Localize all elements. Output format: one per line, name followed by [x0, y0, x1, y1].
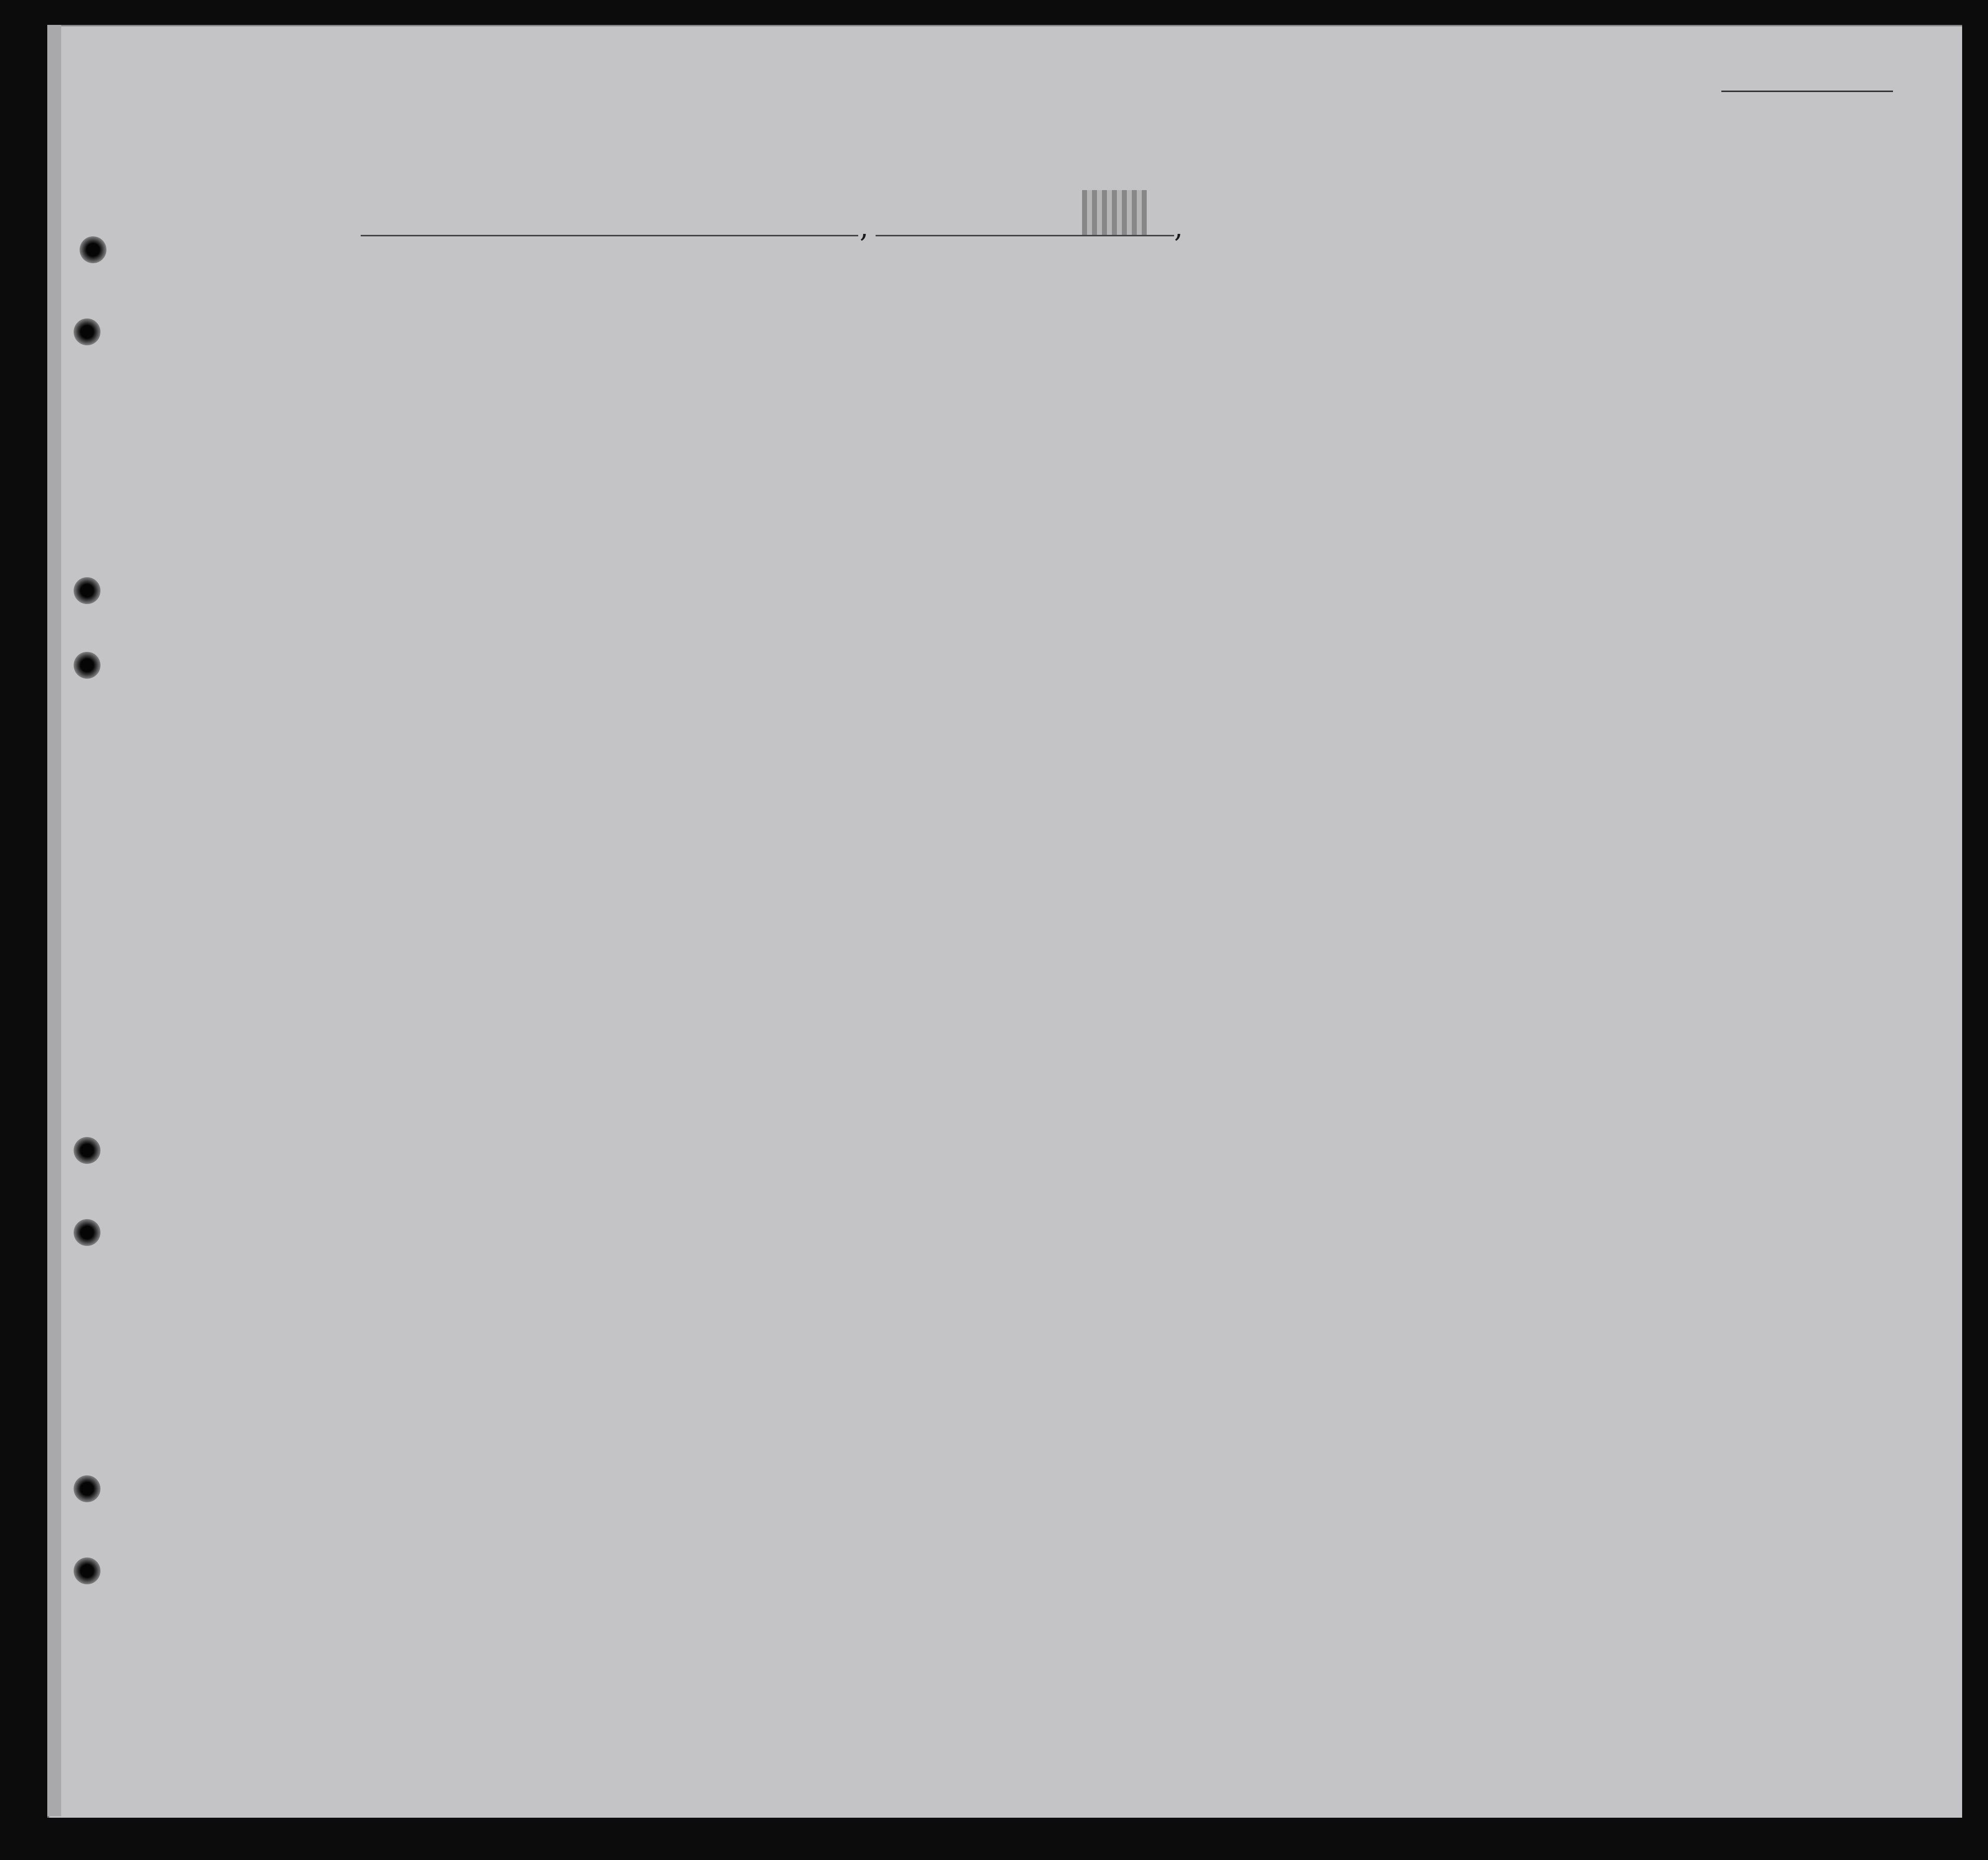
comma-separator: , [1174, 211, 1183, 244]
binder-hole-icon [80, 236, 106, 263]
binder-hole-icon [74, 577, 100, 604]
binder-hole-icon [74, 1475, 100, 1502]
comma-separator: , [860, 211, 869, 244]
binder-hole-icon [74, 1137, 100, 1164]
port-fill-line [361, 235, 858, 236]
list-underline [1721, 91, 1893, 92]
binder-hole-icon [74, 1219, 100, 1246]
binder-hole-icon [74, 1557, 100, 1584]
ink-smudge [1082, 190, 1147, 235]
binder-hole-icon [74, 652, 100, 679]
binder-hole-icon [74, 318, 100, 345]
date-fill-line [876, 235, 1174, 236]
sheet-binding-edge [47, 25, 61, 1816]
manifest-sheet [47, 25, 1962, 1818]
